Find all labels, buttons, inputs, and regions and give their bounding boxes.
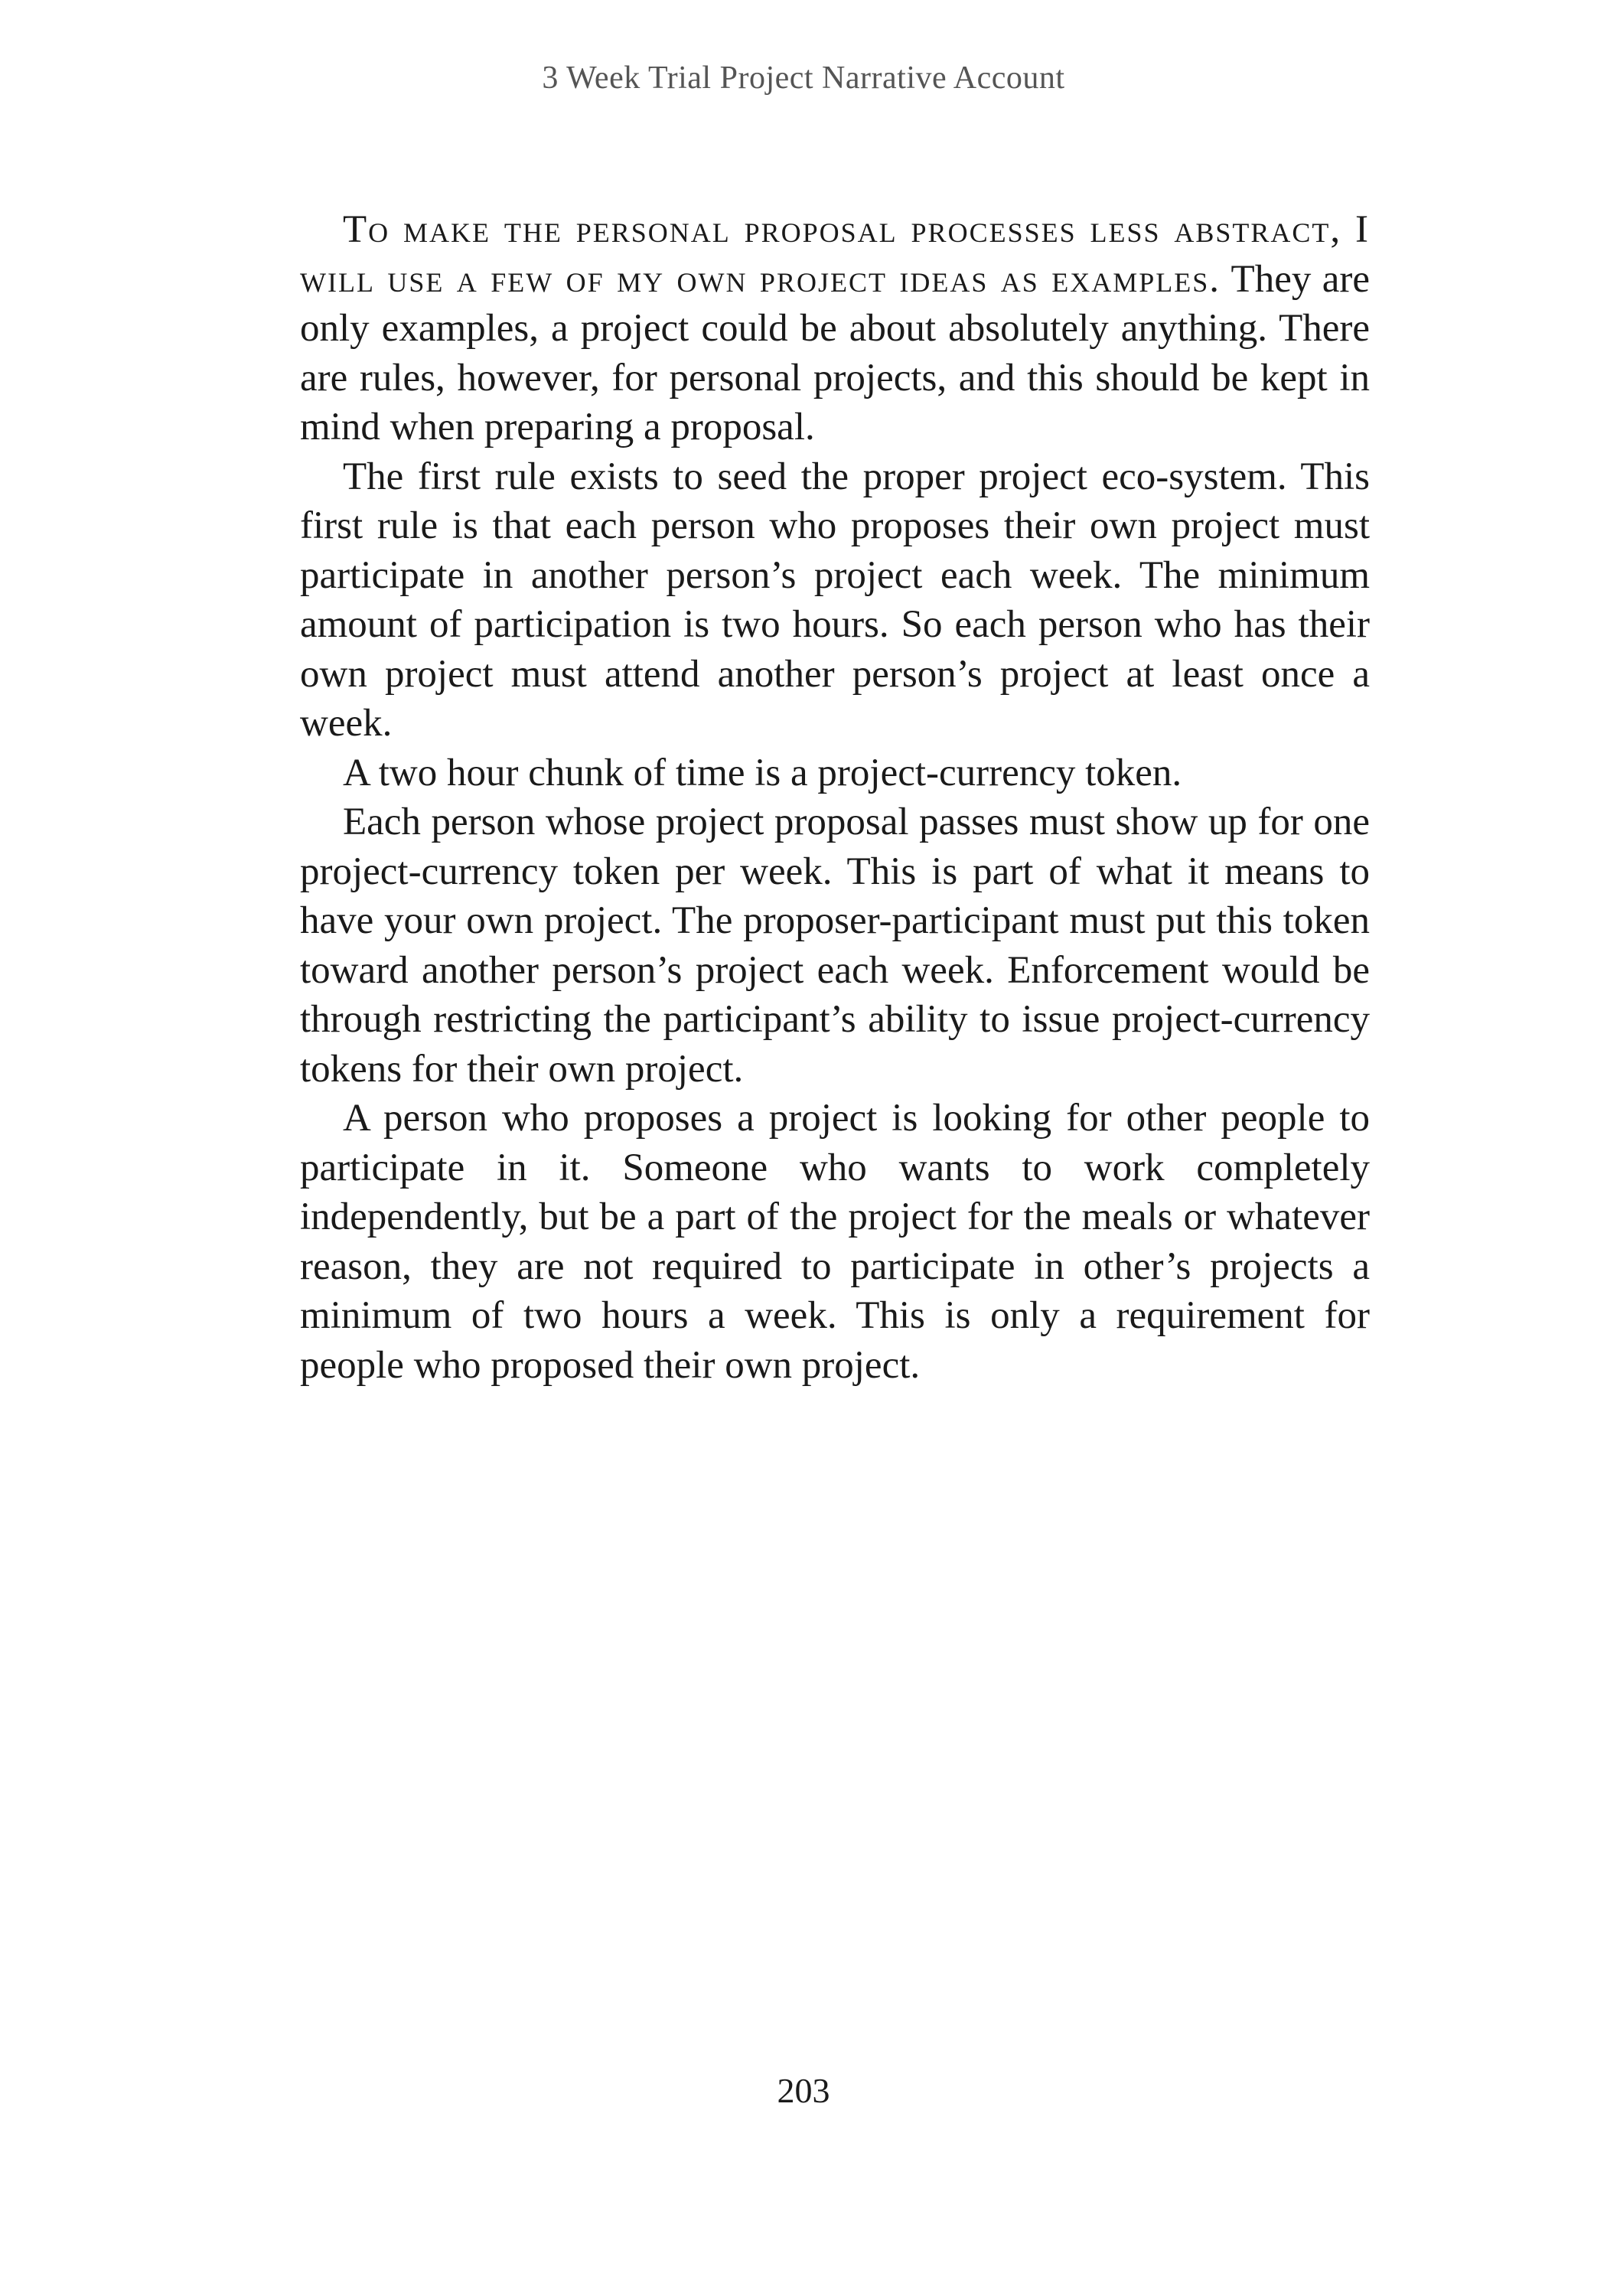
- page-number: 203: [777, 2071, 830, 2110]
- small-caps-lead: To make the personal proposal processes less abstract, I will use a few of my own project ideas as examples.: [300, 208, 1370, 301]
- paragraph-5: A person who proposes a project is looking for other people to participate in it. Someone who wants to work completely independently, but be a part of the project for the meals or whatever reason, they are not required to participate in other’s projects a minimum of two hours a week. This is only a requirement for people who proposed their own project.: [300, 1097, 1370, 1387]
- paragraph-3: A two hour chunk of time is a project-currency token.: [343, 751, 1182, 794]
- paragraph-2: The first rule exists to seed the proper project eco-system. This first rule is that each person who proposes their own project must participate in another person’s project each week. The minimum amount of participation is two hours. So each person who has their own project must attend another person’s project at least once a week.: [300, 455, 1370, 745]
- paragraph-4: Each person whose project proposal passes must show up for one project-currency token per week. This is part of what it means to have your own project. The proposer-participant must put this token toward another person’s project each week. Enforcement would be through restricting the participant’s ability to issue project-currency tokens for their own project.: [300, 801, 1370, 1091]
- paragraph-1: [300, 205, 1370, 452]
- paragraph-1-text: They are only examples, a project could be about absolutely anything. There are rules, however, for personal projects, and this should be kept in mind when preparing a proposal.: [300, 257, 1371, 448]
- body-text: [300, 205, 1370, 1390]
- running-header: 3 Week Trial Project Narrative Account: [542, 60, 1065, 96]
